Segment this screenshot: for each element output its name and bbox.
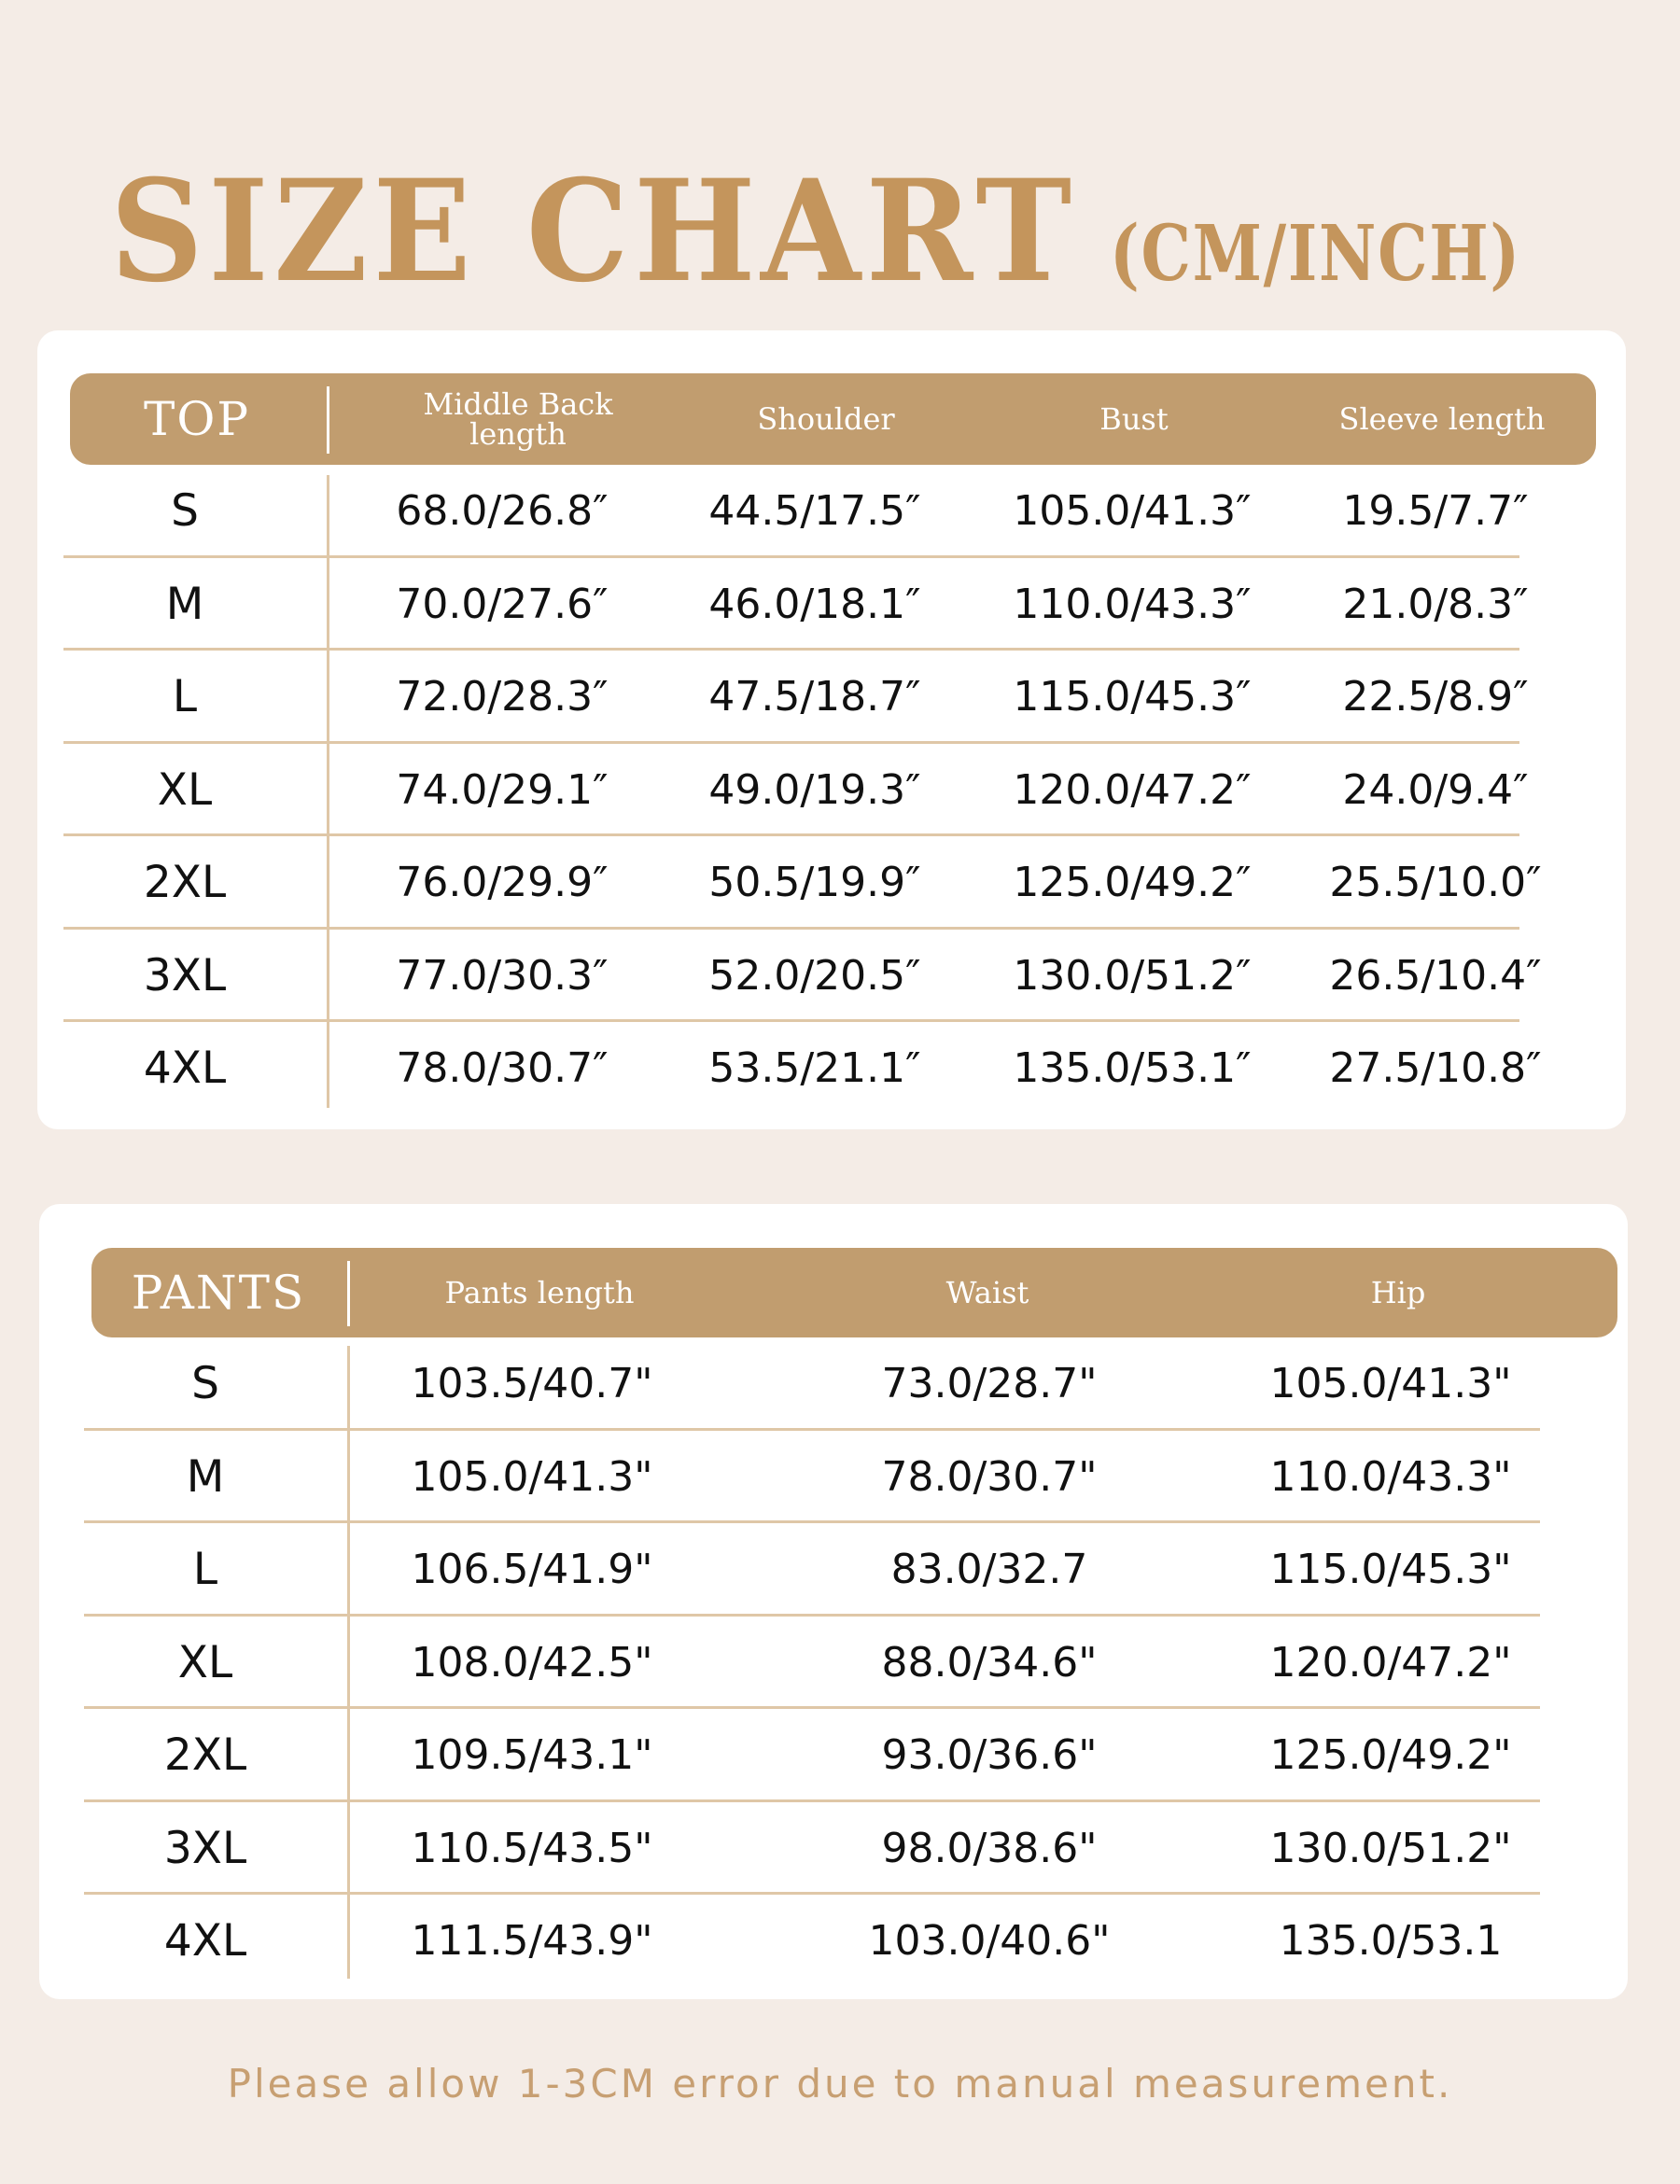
- measurement-cell: 24.0/9.4″: [1342, 765, 1529, 814]
- header-top: TOP: [144, 392, 250, 446]
- top-table-header: [70, 373, 1596, 465]
- measurement-cell: 110.0/43.3″: [1013, 580, 1252, 628]
- pants-table-body: [84, 1337, 1577, 1988]
- size-label: 4XL: [163, 1915, 247, 1967]
- measurement-cell: 108.0/42.5": [411, 1638, 653, 1687]
- measurement-cell: 135.0/53.1″: [1013, 1044, 1252, 1093]
- table-row: [84, 1895, 1577, 1988]
- measurement-cell: 50.5/19.9″: [708, 859, 921, 907]
- page-title-units: (CM/INCH): [1110, 209, 1521, 299]
- measurement-cell: 105.0/41.3": [411, 1452, 653, 1501]
- measurement-cell: 46.0/18.1″: [708, 580, 921, 628]
- size-label: 3XL: [163, 1822, 247, 1874]
- size-label: 3XL: [143, 949, 227, 1001]
- measurement-cell: 109.5/43.1": [411, 1731, 653, 1780]
- measurement-cell: 22.5/8.9″: [1342, 673, 1529, 721]
- measurement-cell: 125.0/49.2″: [1013, 859, 1252, 907]
- table-row: [84, 1523, 1577, 1617]
- page-title: [0, 149, 1680, 314]
- measurement-cell: 135.0/53.1: [1279, 1917, 1503, 1966]
- measurement-cell: 103.5/40.7": [411, 1360, 653, 1408]
- measurement-cell: 19.5/7.7″: [1342, 487, 1529, 536]
- measurement-cell: 53.5/21.1″: [708, 1044, 921, 1093]
- page-title-main: SIZE CHART: [110, 149, 1077, 314]
- measurement-cell: 76.0/29.9″: [396, 859, 609, 907]
- measurement-cell: 78.0/30.7": [881, 1452, 1098, 1501]
- table-row: [84, 1431, 1577, 1524]
- measurement-cell: 27.5/10.8″: [1329, 1044, 1542, 1093]
- size-label: 2XL: [143, 857, 227, 909]
- measurement-cell: 70.0/27.6″: [396, 580, 609, 628]
- table-row: [84, 1617, 1577, 1710]
- size-label: XL: [177, 1636, 233, 1688]
- size-label: M: [165, 578, 204, 630]
- measurement-cell: 68.0/26.8″: [396, 487, 609, 536]
- measurement-cell: 78.0/30.7″: [396, 1044, 609, 1093]
- measurement-cell: 106.5/41.9": [411, 1546, 653, 1594]
- measurement-cell: 52.0/20.5″: [708, 951, 921, 1000]
- header-divider: [327, 386, 329, 454]
- table-row: [63, 558, 1557, 651]
- table-row: [63, 930, 1557, 1023]
- table-row: [84, 1337, 1577, 1431]
- top-size-table: [37, 330, 1626, 1129]
- measurement-cell: 73.0/28.7": [881, 1360, 1098, 1408]
- size-label: S: [171, 485, 199, 538]
- table-row: [63, 744, 1557, 837]
- measurement-cell: 93.0/36.6": [881, 1731, 1098, 1780]
- measurement-cell: 47.5/18.7″: [708, 673, 921, 721]
- measurement-cell: 49.0/19.3″: [708, 765, 921, 814]
- measurement-cell: 74.0/29.1″: [396, 765, 609, 814]
- table-row: [63, 836, 1557, 930]
- measurement-cell: 83.0/32.7: [890, 1546, 1088, 1594]
- header-sleeve-length: Sleeve length: [1338, 401, 1546, 437]
- measurement-cell: 125.0/49.2": [1269, 1731, 1512, 1780]
- measurement-note: Please allow 1-3CM error due to manual measurement.: [227, 2061, 1453, 2107]
- measurement-cell: 130.0/51.2": [1269, 1824, 1512, 1872]
- measurement-cell: 26.5/10.4″: [1329, 951, 1542, 1000]
- table-row: [84, 1802, 1577, 1896]
- size-label: L: [192, 1544, 218, 1596]
- size-label: M: [186, 1450, 225, 1503]
- pants-table-header: [91, 1248, 1617, 1337]
- measurement-cell: 120.0/47.2″: [1013, 765, 1252, 814]
- measurement-cell: 111.5/43.9": [411, 1917, 653, 1966]
- size-label: XL: [157, 763, 213, 816]
- header-pants-length: Pants length: [444, 1275, 635, 1310]
- measurement-cell: 88.0/34.6": [881, 1638, 1098, 1687]
- measurement-cell: 115.0/45.3": [1269, 1546, 1512, 1594]
- header-divider: [347, 1261, 350, 1326]
- header-middle-back-length: Middle Back length: [423, 386, 613, 452]
- header-shoulder: Shoulder: [757, 401, 895, 437]
- table-row: [84, 1709, 1577, 1802]
- measurement-cell: 72.0/28.3″: [396, 673, 609, 721]
- table-row: [63, 1022, 1557, 1115]
- measurement-cell: 130.0/51.2″: [1013, 951, 1252, 1000]
- measurement-cell: 105.0/41.3″: [1013, 487, 1252, 536]
- header-pants: PANTS: [131, 1266, 306, 1320]
- size-label: 2XL: [163, 1729, 247, 1782]
- measurement-cell: 115.0/45.3″: [1013, 673, 1252, 721]
- measurement-cell: 77.0/30.3″: [396, 951, 609, 1000]
- measurement-cell: 110.5/43.5": [411, 1824, 653, 1872]
- measurement-cell: 44.5/17.5″: [708, 487, 921, 536]
- measurement-cell: 98.0/38.6": [881, 1824, 1098, 1872]
- table-row: [63, 651, 1557, 744]
- measurement-cell: 120.0/47.2": [1269, 1638, 1512, 1687]
- measurement-cell: 103.0/40.6": [868, 1917, 1111, 1966]
- size-label: S: [191, 1358, 219, 1410]
- pants-size-table: [39, 1204, 1628, 1999]
- top-table-body: [63, 465, 1557, 1115]
- measurement-cell: 25.5/10.0″: [1329, 859, 1542, 907]
- header-bust: Bust: [1099, 401, 1169, 437]
- header-waist: Waist: [945, 1275, 1029, 1310]
- measurement-cell: 105.0/41.3": [1269, 1360, 1512, 1408]
- measurement-cell: 21.0/8.3″: [1342, 580, 1529, 628]
- table-row: [63, 465, 1557, 558]
- size-label: 4XL: [143, 1043, 227, 1095]
- size-label: L: [172, 671, 198, 723]
- measurement-cell: 110.0/43.3": [1269, 1452, 1512, 1501]
- header-hip: Hip: [1370, 1275, 1426, 1310]
